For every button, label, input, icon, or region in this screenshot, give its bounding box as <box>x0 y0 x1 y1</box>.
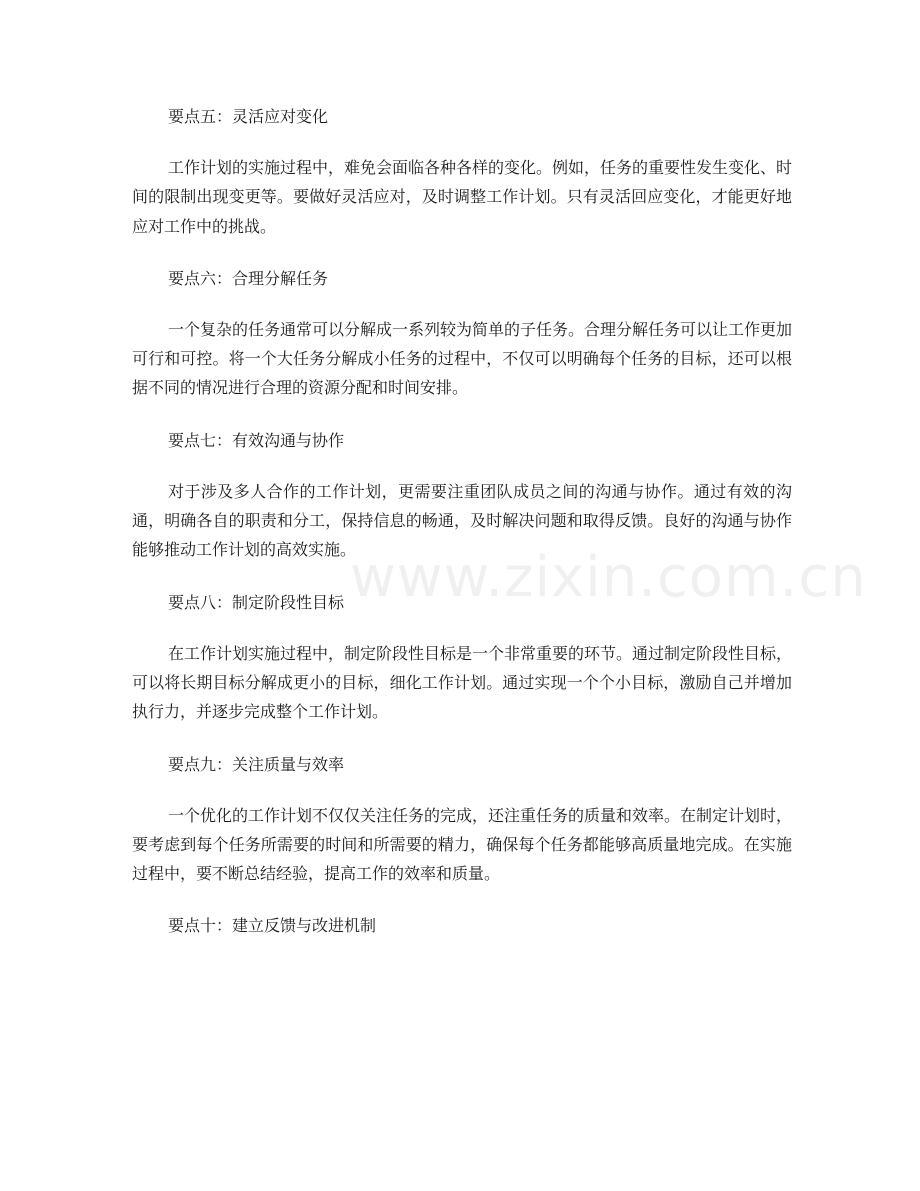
section-paragraph-7: 对于涉及多人合作的工作计划，更需要注重团队成员之间的沟通与协作。通过有效的沟通，明确各自的职责和分工，保持信息的畅通，及时解决问题和取得反馈。良好的沟通与协作能够推动工作计划的高效实施。 <box>132 481 792 560</box>
section-heading-6: 要点六：合理分解任务 <box>168 268 329 288</box>
section-paragraph-6: 一个复杂的任务通常可以分解成一系列较为简单的子任务。合理分解任务可以让工作更加可行和可控。将一个大任务分解成小任务的过程中，不仅可以明确每个任务的目标，还可以根据不同的情况进行合理的资源分配和时间安排。 <box>132 319 793 398</box>
document-body <box>132 103 792 940</box>
watermark: www.zixin.com.cn <box>350 545 867 610</box>
section-paragraph-8: 在工作计划实施过程中，制定阶段性目标是一个非常重要的环节。通过制定阶段性目标，可以将长期目标分解成更小的目标，细化工作计划。通过实现一个个小目标，激励自己并增加执行力，并逐步完成整个工作计划。 <box>132 643 793 722</box>
section-paragraph-5: 工作计划的实施过程中，难免会面临各种各样的变化。例如，任务的重要性发生变化、时间的限制出现变更等。要做好灵活应对，及时调整工作计划。只有灵活回应变化，才能更好地应对工作中的挑战。 <box>132 158 793 236</box>
section-heading-7: 要点七：有效沟通与协作 <box>168 430 345 450</box>
section-heading-10: 要点十：建立反馈与改进机制 <box>168 916 377 936</box>
section-heading-5: 要点五：灵活应对变化 <box>168 107 329 126</box>
section-heading-8: 要点八：制定阶段性目标 <box>168 592 345 612</box>
section-heading-9: 要点九：关注质量与效率 <box>168 754 345 774</box>
section-paragraph-9: 一个优化的工作计划不仅仅关注任务的完成，还注重任务的质量和效率。在制定计划时，要考虑到每个任务所需要的时间和所需要的精力，确保每个任务都能够高质量地完成。在实施过程中，要不断总结经验，提高工作的效率和质量。 <box>132 805 793 884</box>
